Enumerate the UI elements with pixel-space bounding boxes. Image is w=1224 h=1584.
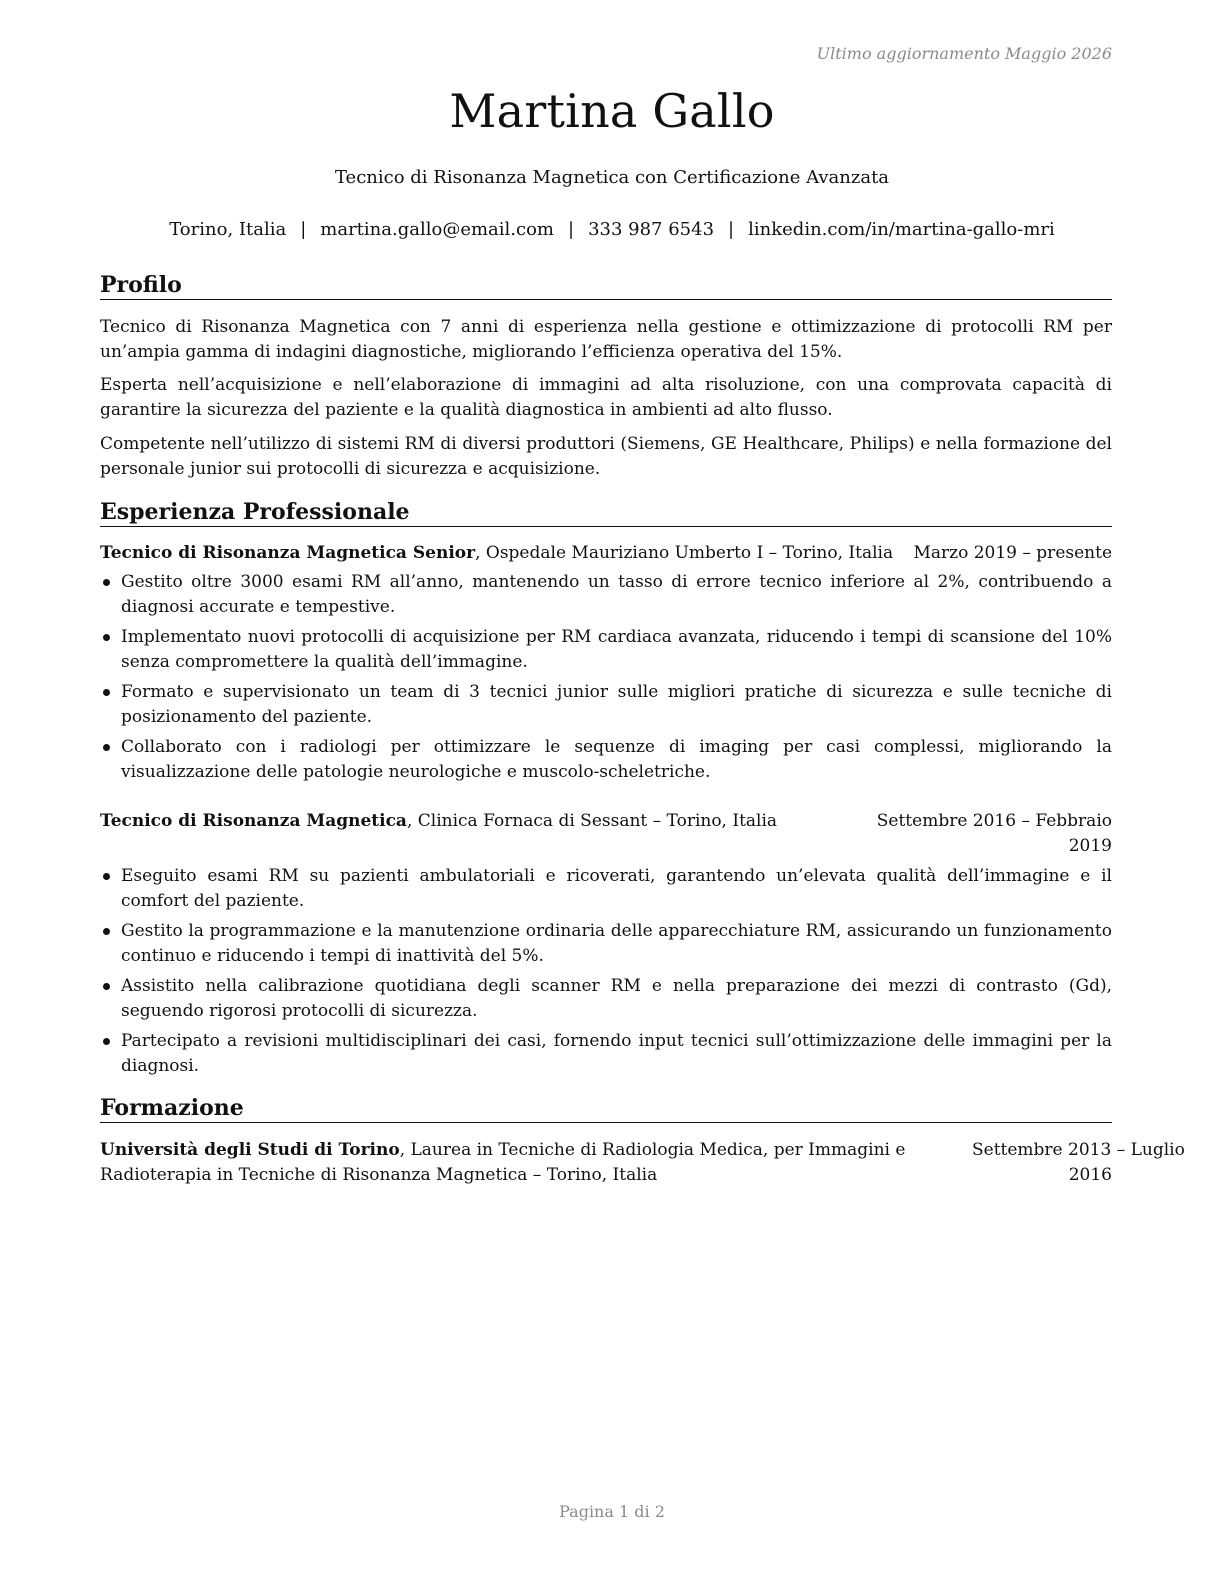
list-item xyxy=(100,919,1112,969)
bullet-icon xyxy=(103,579,110,586)
contact-line xyxy=(0,219,1224,240)
contact-separator: | xyxy=(300,219,307,240)
list-item-text: Gestito la programmazione e la manutenzione ordinaria delle apparecchiature RM, assicurando un funzionamento continuo e riducendo i tempi di inattività del 5%. xyxy=(121,921,1112,966)
education-entry xyxy=(100,1138,1185,1188)
bullet-icon xyxy=(103,689,110,696)
list-item xyxy=(100,625,1112,675)
list-item xyxy=(100,570,1112,620)
list-item xyxy=(100,680,1112,730)
candidate-name: Martina Gallo xyxy=(449,84,775,138)
bullet-icon xyxy=(103,634,110,641)
education-heading xyxy=(100,1138,970,1188)
bullet-icon xyxy=(103,928,110,935)
job-header xyxy=(100,809,1112,859)
education-dates-line: 2016 xyxy=(1068,1165,1112,1185)
list-item-text: Gestito oltre 3000 esami RM all’anno, mantenendo un tasso di errore tecnico inferiore al 2%, contribuendo a diagnosi accurate e tempestive. xyxy=(121,572,1112,617)
list-item xyxy=(100,974,1112,1024)
education-school: Università degli Studi di Torino xyxy=(100,1140,400,1160)
section-title-profile: Profilo xyxy=(100,272,1112,300)
profile-paragraph: Competente nell’utilizzo di sistemi RM di diversi produttori (Siemens, GE Healthcare, Philips) e nella formazione del personale junior sui protocolli di sicurezza e acquisizione. xyxy=(100,434,1112,479)
job-dates-line: 2019 xyxy=(1068,836,1112,856)
section-title-experience: Esperienza Professionale xyxy=(100,499,1112,527)
job-title-subtitle: Tecnico di Risonanza Magnetica con Certificazione Avanzata xyxy=(334,167,890,188)
list-item-text: Partecipato a revisioni multidisciplinari dei casi, fornendo input tecnici sull’ottimizzazione delle immagini per la diagnosi. xyxy=(121,1031,1112,1076)
contact-location: Torino, Italia xyxy=(169,219,287,240)
profile-paragraph: Esperta nell’acquisizione e nell’elaborazione di immagini ad alta risoluzione, con una comprovata capacità di garantire la sicurezza del paziente e la qualità diagnostica in ambienti ad alto flusso. xyxy=(100,375,1112,420)
profile-paragraph: Tecnico di Risonanza Magnetica con 7 anni di esperienza nella gestione e ottimizzazione di protocolli RM per un’ampia gamma di indagini diagnostiche, migliorando l’efficienza operativa del 15%. xyxy=(100,317,1112,362)
bullet-icon xyxy=(103,983,110,990)
list-item-text: Assistito nella calibrazione quotidiana degli scanner RM e nella preparazione dei mezzi di contrasto (Gd), seguendo rigorosi protocolli di sicurezza. xyxy=(121,976,1112,1021)
bullet-icon xyxy=(103,744,110,751)
list-item xyxy=(100,1029,1112,1079)
contact-linkedin[interactable]: linkedin.com/in/martina-gallo-mri xyxy=(748,219,1055,240)
list-item xyxy=(100,864,1112,914)
job-dates-line: Settembre 2016 – Febbraio xyxy=(876,811,1112,831)
last-updated: Ultimo aggiornamento Maggio 2026 xyxy=(816,44,1112,63)
section-title-education: Formazione xyxy=(100,1095,1112,1123)
contact-email[interactable]: martina.gallo@email.com xyxy=(320,219,554,240)
job-heading xyxy=(100,541,893,566)
job-role: Tecnico di Risonanza Magnetica xyxy=(100,811,407,831)
contact-phone: 333 987 6543 xyxy=(588,219,715,240)
contact-separator: | xyxy=(568,219,575,240)
job-dates: Marzo 2019 – presente xyxy=(913,543,1112,563)
job-employer: , Clinica Fornaca di Sessant – Torino, Italia xyxy=(406,811,778,831)
job-dates xyxy=(877,809,1112,859)
list-item xyxy=(100,735,1112,785)
education-dates xyxy=(972,1138,1185,1188)
job-bullet-list xyxy=(100,570,1112,790)
list-item-text: Collaborato con i radiologi per ottimizzare le sequenze di imaging per casi complessi, migliorando la visualizzazione delle patologie neurologiche e muscolo-scheletriche. xyxy=(121,737,1112,782)
bullet-icon xyxy=(103,1038,110,1045)
job-bullet-list xyxy=(100,864,1112,1084)
list-item-text: Formato e supervisionato un team di 3 tecnici junior sulle migliori pratiche di sicurezza e sulle tecniche di posizionamento del paziente. xyxy=(121,682,1112,727)
page-number: Pagina 1 di 2 xyxy=(559,1502,665,1521)
job-heading xyxy=(100,809,777,834)
job-role: Tecnico di Risonanza Magnetica Senior xyxy=(100,543,476,563)
list-item-text: Eseguito esami RM su pazienti ambulatoriali e ricoverati, garantendo un’elevata qualità dell’immagine e il comfort del paziente. xyxy=(121,866,1112,911)
bullet-icon xyxy=(103,873,110,880)
contact-separator: | xyxy=(728,219,735,240)
job-employer: , Ospedale Mauriziano Umberto I – Torino, Italia xyxy=(475,543,894,563)
education-degree: , Laurea in Tecniche di Radiologia Medica, per Immagini e Radioterapia in Tecniche di Risonanza Magnetica – Torino, Italia xyxy=(100,1140,906,1185)
list-item-text: Implementato nuovi protocolli di acquisizione per RM cardiaca avanzata, riducendo i tempi di scansione del 10% senza compromettere la qualità dell’immagine. xyxy=(121,627,1112,672)
education-dates-line: Settembre 2013 – Luglio xyxy=(972,1140,1185,1160)
